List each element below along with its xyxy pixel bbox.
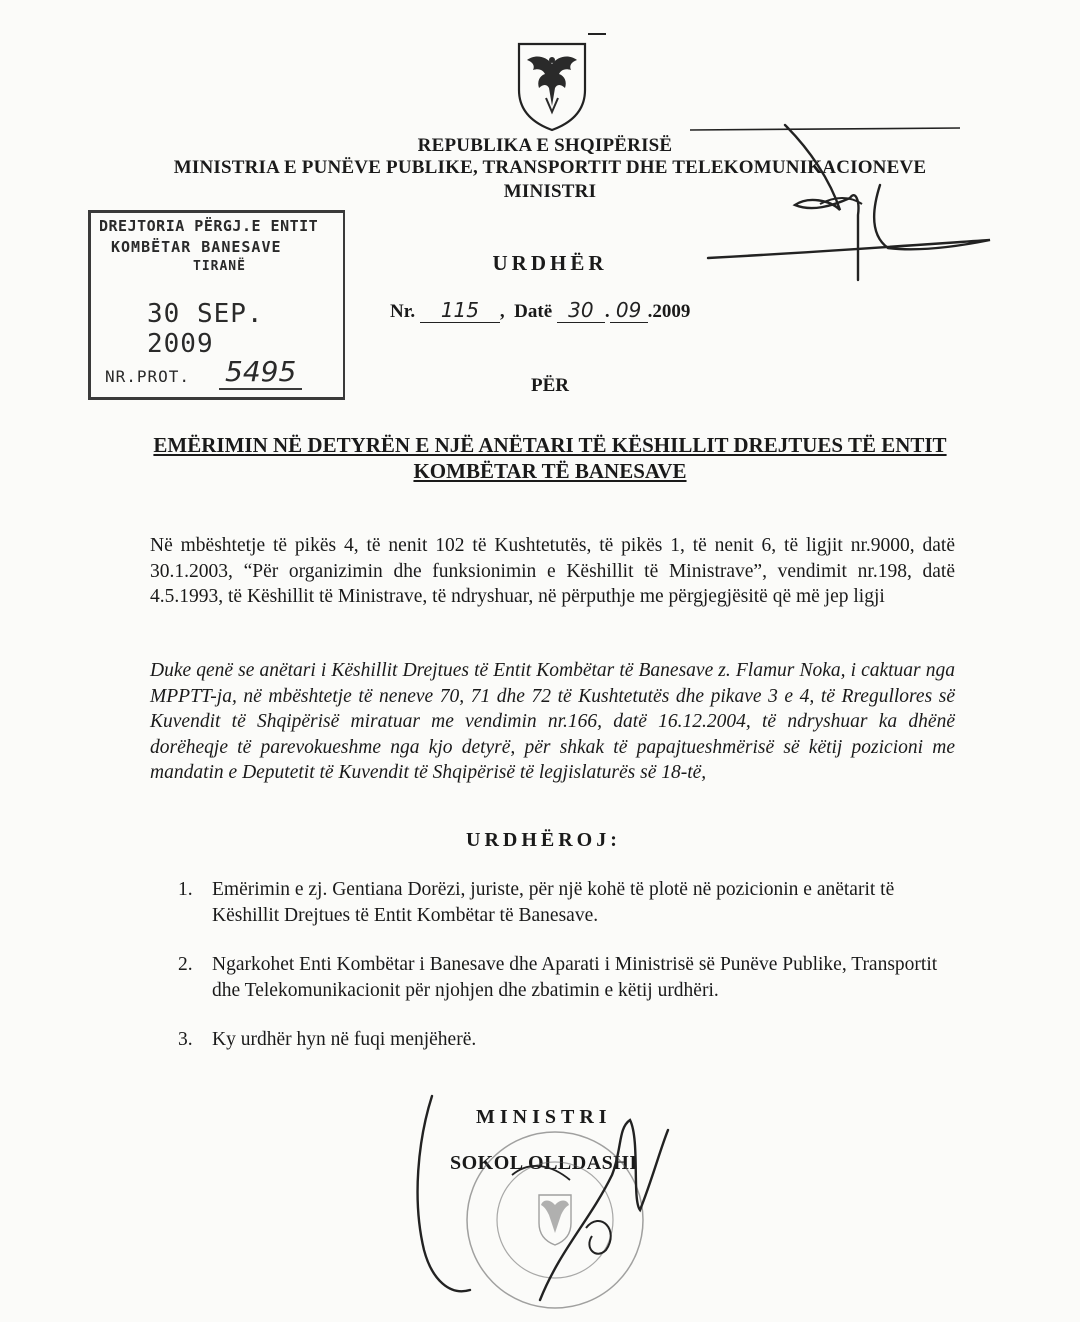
item-text: Ky urdhër hyn në fuqi menjëherë. xyxy=(212,1029,477,1050)
item-number: 2. xyxy=(178,954,193,975)
list-item xyxy=(178,877,958,928)
item-text: Emërimin e zj. Gentiana Dorëzi, juriste, për një kohë të plotë në pozicionin e anëtarit të Këshillit Drejtues të Entit Kombëtar të Banesave. xyxy=(212,879,895,926)
office-heading: MINISTRI xyxy=(503,181,597,202)
item-number: 1. xyxy=(178,879,193,900)
signature-title: MINISTRI xyxy=(476,1106,612,1128)
reasoning-paragraph: Duke qenë se anëtari i Këshillit Drejtues të Entit Kombëtar të Banesave z. Flamur Noka, i caktuar nga MPPTT-ja, në mbështetje të neneve 70, 71 dhe 72 të Kushtetutës dhe pikave 3 e 4, të Rregullores së Kuvendit të Shqipërisë miratuar me vendimin nr.166, datë 16.12.2004, të ndryshuar ka dhënë dorëheqje të parevokueshme nga kjo detyrë, për shkak të papajtueshmërisë së këtij pozicioni me mandatin e Deputetit të Kuvendit të Shqipërisë të legjislaturës së 18-të, xyxy=(150,660,955,783)
order-items xyxy=(178,877,958,1077)
nr-label: Nr. xyxy=(390,301,416,322)
date-label: Datë xyxy=(514,301,553,322)
stamp-line-1: DREJTORIA PËRGJ.E ENTIT xyxy=(99,217,319,235)
nr-value: 115 xyxy=(420,298,500,323)
date-month: 09 xyxy=(610,298,648,323)
list-item xyxy=(178,952,958,1003)
item-number: 3. xyxy=(178,1029,193,1050)
document-type: URDHËR xyxy=(492,251,608,275)
list-item xyxy=(178,1027,958,1053)
stamp-prot-label: NR.PROT. xyxy=(105,367,191,386)
item-text: Ngarkohet Enti Kombëtar i Banesave dhe Aparati i Ministrisë së Punëve Publike, Transportit dhe Telekomunikacionit për njohjen dhe zbatimin e këtij urdhëri. xyxy=(212,954,938,1001)
republic-heading: REPUBLIKA E SHQIPËRISË xyxy=(417,135,673,156)
stamp-line-2: KOMBËTAR BANESAVE xyxy=(111,238,282,256)
registry-stamp xyxy=(88,210,345,400)
ministry-heading: MINISTRIA E PUNËVE PUBLIKE, TRANSPORTIT DHE TELEKOMUNIKACIONEVE xyxy=(173,157,927,178)
order-word: URDHËROJ: xyxy=(466,829,621,851)
date-year: .2009 xyxy=(647,301,691,322)
document-subject: EMËRIMIN NË DETYRËN E NJË ANËTARI TË KËSHILLIT DREJTUES TË ENTIT KOMBËTAR TË BANESAVE xyxy=(153,433,947,483)
signer-name: SOKOL OLLDASHI xyxy=(450,1152,638,1174)
for-label: PËR xyxy=(531,375,569,396)
official-seal-icon xyxy=(455,1125,655,1315)
coat-of-arms-icon xyxy=(513,38,591,134)
stamp-date: 30 SEP. 2009 xyxy=(147,299,264,359)
number-date-line: Nr. 115 , Datë 30 . 09 .2009 xyxy=(390,298,691,322)
date-day: 30 xyxy=(557,298,605,323)
legal-basis-paragraph: Në mbështetje të pikës 4, të nenit 102 të Kushtetutës, të pikës 1, të nenit 6, të ligjit nr.9000, datë 30.1.2003, “Për organizimin dhe funksionimin e Këshillit të Ministrave”, vendimit nr.198, datë 4.5.1993, të Këshillit të Ministrave, të ndryshuar, në përputhje me përgjegjësitë që më jep ligji xyxy=(150,535,955,607)
stamp-line-3: TIRANË xyxy=(193,259,246,274)
stamp-prot-number: 5495 xyxy=(219,355,302,390)
